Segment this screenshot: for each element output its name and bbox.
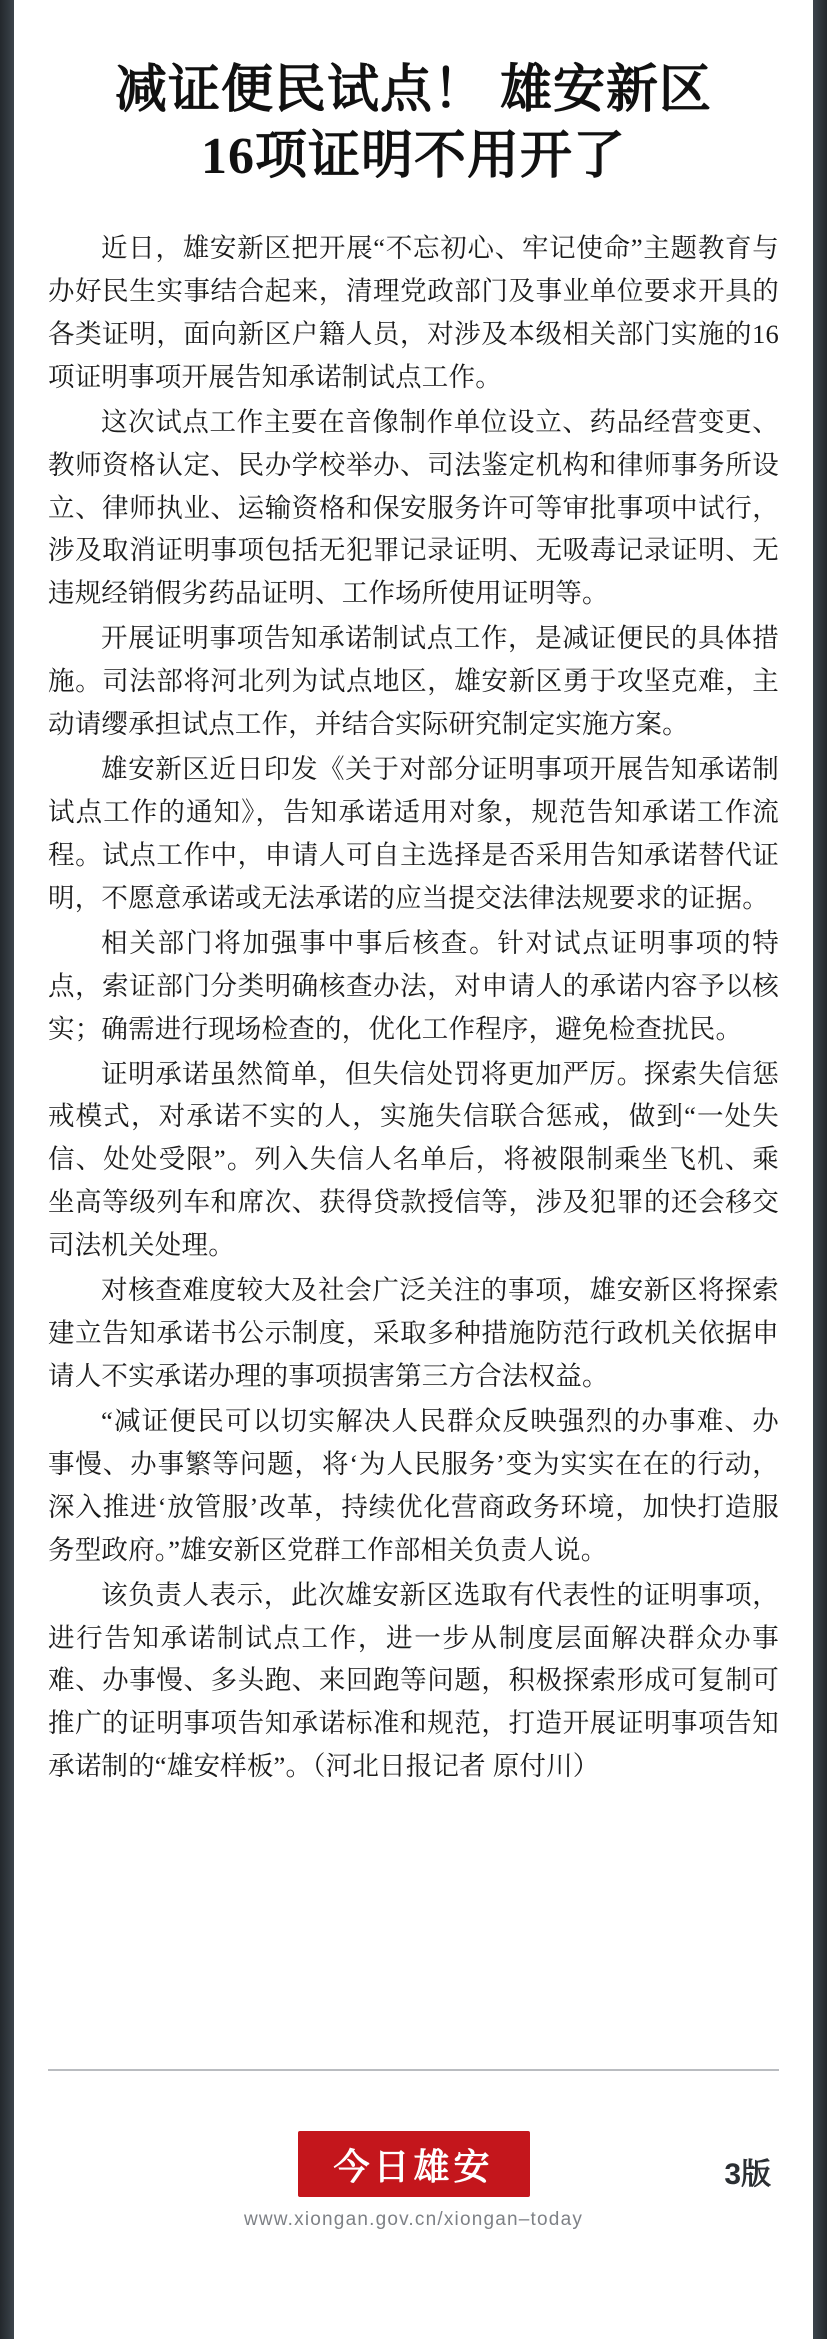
headline <box>48 0 779 189</box>
article-paragraph: 该负责人表示，此次雄安新区选取有代表性的证明事项，进行告知承诺制试点工作，进一步从制度层面解决群众办事难、办事慢、多头跑、来回跑等问题，积极探索形成可复制可推广的证明事项告知承诺标准和规范，打造开展证明事项告知承诺制的“雄安样板”。（河北日报记者 原付川） <box>48 1579 779 1782</box>
article-paragraph: 证明承诺虽然简单，但失信处罚将更加严厉。探索失信惩戒模式，对承诺不实的人，实施失信联合惩戒，做到“一处失信、处处受限”。列入失信人名单后，将被限制乘坐飞机、乘坐高等级列车和席次、获得贷款授信等，涉及犯罪的还会移交司法机关处理。 <box>48 1058 779 1261</box>
article-body <box>48 227 779 1788</box>
headline-line-2: 16项证明不用开了 <box>200 127 626 185</box>
article-paragraph: 相关部门将加强事中事后核查。针对试点证明事项的特点，索证部门分类明确核查办法，对申请人的承诺内容予以核实；确需进行现场检查的，优化工作程序，避免检查扰民。 <box>48 927 779 1044</box>
article-paragraph: 近日，雄安新区把开展“不忘初心、牢记使命”主题教育与办好民生实事结合起来，清理党政部门及事业单位要求开具的各类证明，面向新区户籍人员，对涉及本级相关部门实施的16项证明事项开展告知承诺制试点工作。 <box>48 233 779 392</box>
brand-label: 今日雄安 <box>333 2146 494 2187</box>
article-paragraph: 雄安新区近日印发《关于对部分证明事项开展告知承诺制试点工作的通知》，告知承诺适用对象，规范告知承诺工作流程。试点工作中，申请人可自主选择是否采用告知承诺替代证明，不愿意承诺或无法承诺的应当提交法律法规要求的证据。 <box>48 754 779 913</box>
article-paragraph: 开展证明事项告知承诺制试点工作，是减证便民的具体措施。司法部将河北列为试点地区，雄安新区勇于攻坚克难，主动请缨承担试点工作，并结合实际研究制定实施方案。 <box>48 623 779 740</box>
article-paragraph: 这次试点工作主要在音像制作单位设立、药品经营变更、教师资格认定、民办学校举办、司法鉴定机构和律师事务所设立、律师执业、运输资格和保安服务许可等审批事项中试行，涉及取消证明事项包括无犯罪记录证明、无吸毒记录证明、无违规经销假劣药品证明、工作场所使用证明等。 <box>48 406 779 609</box>
page-footer <box>14 2009 813 2339</box>
headline-line-1: 减证便民试点！ 雄安新区 <box>114 62 712 119</box>
article-paragraph: 对核查难度较大及社会广泛关注的事项，雄安新区将探索建立告知承诺书公示制度，采取多种措施防范行政机关依据申请人不实承诺办理的事项损害第三方合法权益。 <box>48 1275 779 1391</box>
page-right-edge <box>813 0 827 2339</box>
footer-divider <box>48 2069 779 2071</box>
page-number: 3版 <box>724 2158 771 2191</box>
article-paragraph: “减证便民可以切实解决人民群众反映强烈的办事难、办事慢、办事繁等问题，将‘为人民服务’变为实实在在的行动，深入推进‘放管服’改革，持续优化营商政务环境，加快打造服务型政府。”雄安新区党群工作部相关负责人说。 <box>48 1405 779 1565</box>
brand-logo <box>298 2131 530 2197</box>
page-left-edge <box>0 0 14 2339</box>
site-url: www.xiongan.gov.cn/xiongan–today <box>243 2209 584 2230</box>
page-content <box>14 0 813 2339</box>
